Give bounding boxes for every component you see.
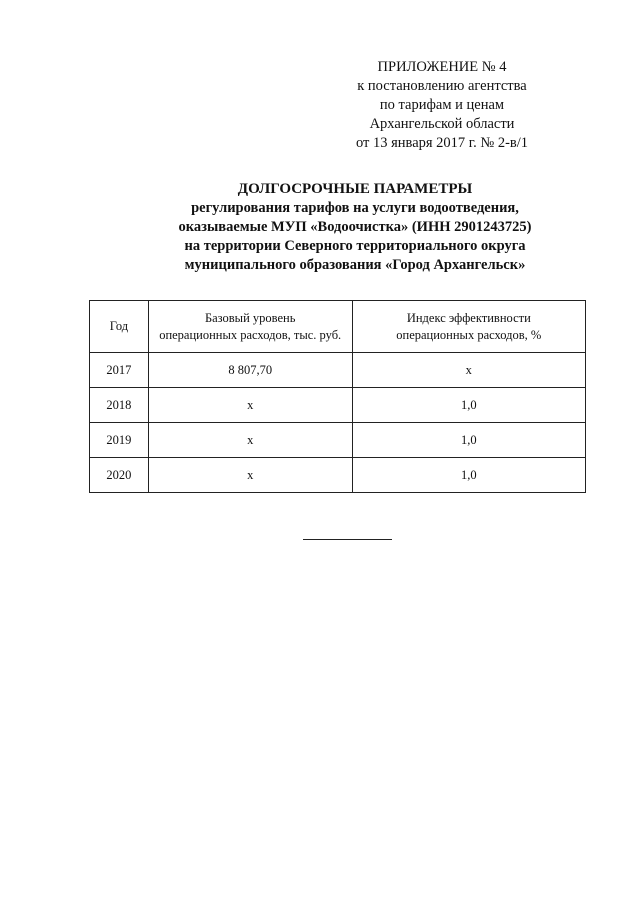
parameters-table [89, 300, 586, 493]
cell-efficiency-index: 1,0 [352, 388, 585, 423]
heading-line: муниципального образования «Город Архангельск» [184, 257, 526, 273]
cell-base-level: х [148, 458, 352, 493]
cell-base-level: х [148, 423, 352, 458]
appendix-line: по тарифам и ценам [379, 97, 505, 113]
table-row [90, 423, 586, 458]
cell-efficiency-index: 1,0 [352, 458, 585, 493]
header-efficiency-index-line1: Индекс эффективности [406, 310, 531, 325]
table-row [90, 388, 586, 423]
heading-line: на территории Северного территориального округа [184, 238, 526, 254]
heading-line: оказываемые МУП «Водоочистка» (ИНН 2901243725) [178, 219, 532, 235]
cell-year: 2017 [90, 353, 149, 388]
document-title: ДОЛГОСРОЧНЫЕ ПАРАМЕТРЫ [237, 181, 473, 197]
table-row [90, 458, 586, 493]
appendix-date-line: от 13 января 2017 г. № 2-в/1 [355, 135, 529, 151]
appendix-line: Архангельской области [369, 116, 515, 132]
cell-base-level: 8 807,70 [148, 353, 352, 388]
header-base-level [148, 301, 352, 353]
header-year: Год [90, 301, 149, 353]
heading-line: регулирования тарифов на услуги водоотведения, [191, 200, 519, 216]
document-heading [60, 180, 640, 275]
appendix-block [322, 58, 562, 153]
cell-efficiency-index: х [352, 353, 585, 388]
cell-year: 2018 [90, 388, 149, 423]
header-base-level-line1: Базовый уровень [204, 310, 296, 325]
table-row [90, 353, 586, 388]
cell-efficiency-index: 1,0 [352, 423, 585, 458]
header-efficiency-index-line2: операционных расходов, % [396, 327, 542, 342]
cell-base-level: х [148, 388, 352, 423]
cell-year: 2019 [90, 423, 149, 458]
cell-year: 2020 [90, 458, 149, 493]
header-base-level-line2: операционных расходов, тыс. руб. [159, 327, 342, 342]
appendix-title: ПРИЛОЖЕНИЕ № 4 [377, 59, 507, 75]
header-efficiency-index [352, 301, 585, 353]
closing-divider-line [303, 539, 392, 540]
appendix-line: к постановлению агентства [357, 78, 527, 94]
table-header-row [90, 301, 586, 353]
